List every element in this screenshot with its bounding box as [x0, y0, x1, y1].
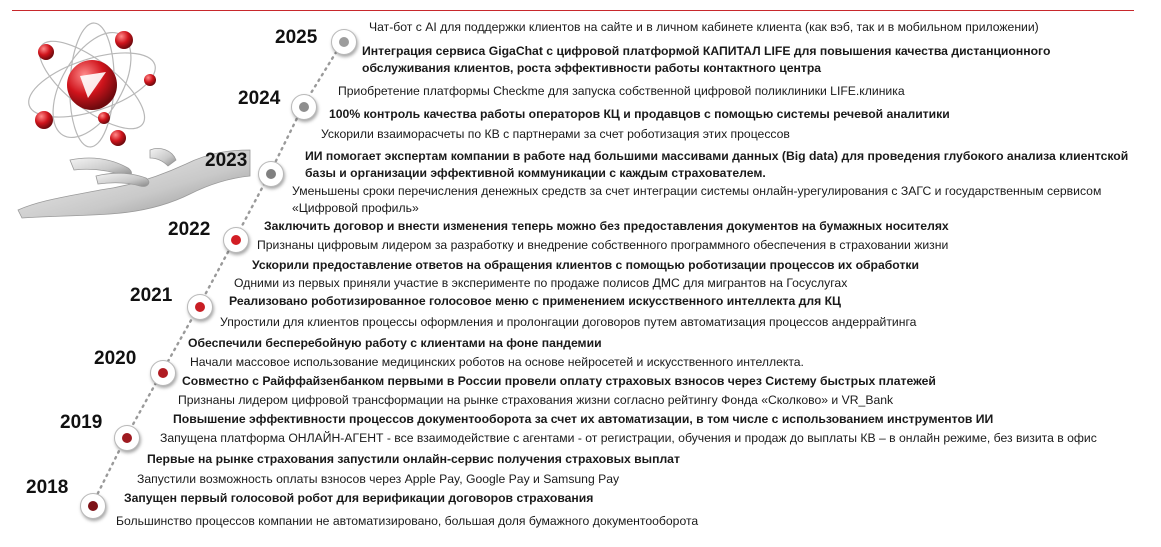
timeline-node-2020	[150, 360, 176, 386]
timeline-node-2022	[223, 227, 249, 253]
year-2021-label: 2021	[130, 285, 173, 306]
milestone-2020-medical-robots: Начали массовое использование медицинских роботов на основе нейросетей и искусственного интеллекта.	[190, 355, 804, 369]
milestone-2023-zags-integration: Уменьшены сроки перечисления денежных средств за счет интеграции системы онлайн-урегулирования с ЗАГС и государственным сервисом «Цифровой профиль»	[292, 184, 1102, 215]
milestone-2021-gosuslugi: Одними из первых приняли участие в эксперименте по продаже полисов ДМС для мигрантов на Госуслугах	[234, 276, 848, 290]
milestone-2022-digital-leader: Признаны цифровым лидером за разработку и внедрение собственного программного обеспечения в страховании жизни	[257, 238, 949, 252]
atom-core	[67, 60, 117, 110]
milestone-2025-ai-chatbot: Чат-бот с AI для поддержки клиентов на сайте и в личном кабинете клиента (как вэб, так и в мобильном приложении)	[369, 20, 1039, 34]
milestone-2024-settlements: Ускорили взаиморасчеты по КВ с партнерами за счет роботизация этих процессов	[321, 127, 790, 141]
timeline-node-2025	[331, 29, 357, 55]
milestone-2020-sbp-payments: Совместно с Райффайзенбанком первыми в России провели оплату страховых взносов через Систему быстрых платежей	[182, 374, 936, 388]
milestone-2018-voice-robot: Запущен первый голосовой робот для верификации договоров страхования	[124, 491, 594, 505]
milestone-2024-speech-analytics: 100% контроль качества работы операторов КЦ и продавцов с помощью системы речевой аналитики	[329, 107, 950, 121]
milestone-2022-robotized-replies: Ускорили предоставление ответов на обращения клиентов с помощью роботизации процессов их обработки	[252, 258, 920, 272]
timeline-node-2024	[291, 94, 317, 120]
milestone-2022-paperless-contracts: Заключить договор и внести изменения теперь можно без предоставления документов на бумажных носителях	[264, 219, 949, 233]
milestone-2018-baseline: Большинство процессов компании не автоматизировано, большая доля бумажного документооборота	[116, 514, 699, 528]
milestone-2021-voice-menu: Реализовано роботизированное голосовое меню с применением искусственного интеллекта для КЦ	[229, 294, 841, 308]
milestone-2021-underwriting: Упростили для клиентов процессы оформления и пролонгации договоров путем автоматизация процессов андеррайтинга	[220, 315, 917, 329]
year-2025-label: 2025	[275, 27, 318, 48]
timeline-node-2019	[114, 425, 140, 451]
year-2018-label: 2018	[26, 477, 69, 498]
milestone-2019-document-automation: Повышение эффективности процессов документооборота за счет их автоматизации, в том числе с использованием инструментов ИИ	[173, 412, 994, 426]
milestone-2024-checkme: Приобретение платформы Checkme для запуска собственной цифровой поликлиники LIFE.клиника	[338, 84, 905, 98]
milestone-2025-gigachat-integration: Интеграция сервиса GigaChat с цифровой платформой КАПИТАЛ LIFE для повышения качества дистанционного обслуживания клиентов, роста эффективности работы контактного центра	[362, 44, 1051, 75]
milestone-2020-pandemic-service: Обеспечили бесперебойную работу с клиентами на фоне пандемии	[188, 336, 602, 350]
ai-hand-illustration	[0, 0, 260, 240]
year-2024-label: 2024	[238, 88, 281, 109]
milestone-2019-skolkovo-leader: Признаны лидером цифровой трансформации на рынке страхования жизни согласно рейтингу Фонда «Сколково» и VR_Bank	[178, 393, 894, 407]
milestone-2018-online-claims: Первые на рынке страхования запустили онлайн-сервис получения страховых выплат	[147, 452, 680, 466]
milestone-2023-big-data: ИИ помогает экспертам компании в работе над большими массивами данных (Big data) для проведения глубокого анализа клиентской базы и организации эффективной коммуникации с каждым страхователем.	[305, 149, 1129, 180]
year-2022-label: 2022	[168, 219, 211, 240]
timeline-node-2021	[187, 294, 213, 320]
timeline-node-2023	[258, 161, 284, 187]
milestone-2018-mobile-pay: Запустили возможность оплаты взносов через Apple Pay, Google Pay и Samsung Pay	[137, 472, 620, 486]
year-2020-label: 2020	[94, 348, 137, 369]
milestone-2019-online-agent: Запущена платформа ОНЛАЙН-АГЕНТ - все взаимодействие с агентами - от регистрации, обучения и продаж до выплаты КВ – в онлайн режиме, без визита в офис	[160, 431, 1097, 445]
year-2019-label: 2019	[60, 412, 103, 433]
timeline-node-2018	[80, 493, 106, 519]
year-2023-label: 2023	[205, 150, 248, 171]
